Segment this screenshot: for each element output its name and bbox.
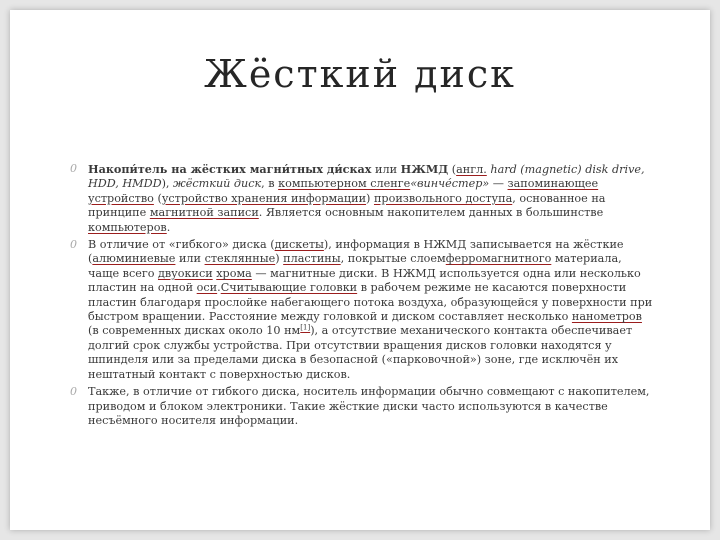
text-run: ( xyxy=(448,163,457,176)
text-run: материала, чаще всего xyxy=(88,252,622,280)
link-dioxide[interactable]: двуокиси xyxy=(157,266,213,280)
bullet-marker: 0 xyxy=(70,238,77,252)
link-random-access[interactable]: произвольного доступа xyxy=(373,191,513,205)
link-floppy[interactable]: дискеты xyxy=(274,238,324,252)
text-run: , покрытые слоем xyxy=(340,252,446,266)
term-bold: Накопи́тель на жёстких магни́тных ди́сках xyxy=(88,162,372,176)
footnote-ref[interactable]: [1] xyxy=(300,323,311,332)
text-run: ), информация в НЖМД записывается на жёсткие ( xyxy=(88,238,624,266)
link-glass[interactable]: стеклянные xyxy=(204,252,276,266)
text-run: или xyxy=(175,252,205,266)
bullet-list xyxy=(70,162,654,431)
link-magnetic-recording[interactable]: магнитной записи xyxy=(149,206,259,220)
link-storage[interactable]: запоминающее устройство xyxy=(88,177,599,205)
text-run: . Является основным накопителем данных в большинстве xyxy=(258,206,604,220)
text-run: — xyxy=(489,177,508,191)
text-run: , основанное на принципе xyxy=(88,191,606,220)
text-run: . xyxy=(217,281,221,295)
text-run: в рабочем режиме не касаются поверхности пластин благодаря прослойке набегающего потока воздуха, образующейся у поверхности при быстром вращении. Расстояние между головкой и диском составляет несколько xyxy=(88,281,653,324)
link-ferromagnetic[interactable]: ферромагнитного xyxy=(445,252,552,266)
link-aluminium[interactable]: алюминиевые xyxy=(92,252,176,266)
text-run: ) xyxy=(275,252,284,266)
english-name: hard (magnetic) disk drive, HDD, HMDD xyxy=(88,163,645,191)
text-run: ), а отсутствие механического контакта обеспечивает долгий срок службы устройства. При отсутствии вращения дисков головки находятся у шпинделя или за пределами диска в безопасной («парковочной») зоне, где исключён их нештатный контакт с поверхностью дисков. xyxy=(88,324,633,381)
slang-name: «винче́стер» xyxy=(410,177,490,191)
alt-name: жёсткий диск xyxy=(173,177,262,191)
text-run: , в xyxy=(261,177,279,191)
text-run: Также, в отличие от гибкого диска, носитель информации обычно совмещают с накопителем, приводом и блоком электроники. Такие жёсткие диски часто используются в качестве несъёмного носителя информации. xyxy=(88,385,650,427)
text-run: ( xyxy=(153,191,162,205)
bullet-item-integration xyxy=(70,385,654,428)
text-run: ) xyxy=(366,191,374,205)
link-computer-slang[interactable]: компьютерном сленге xyxy=(278,177,411,191)
bullet-item-definition xyxy=(70,162,654,235)
text-run: . xyxy=(166,220,171,234)
slide-title: Жёсткий диск xyxy=(204,52,516,96)
bullet-marker: 0 xyxy=(70,162,77,175)
text-run: (в современных дисках около 10 нм xyxy=(88,324,301,338)
text-run: ), xyxy=(161,177,174,191)
abbr-bold: НЖМД xyxy=(400,162,449,176)
link-chromium[interactable]: хрома xyxy=(216,266,252,280)
link-read-heads[interactable]: Считывающие головки xyxy=(220,281,358,295)
bullet-item-construction xyxy=(70,238,654,382)
bullet-marker: 0 xyxy=(70,385,77,399)
link-engl[interactable]: англ. xyxy=(456,163,487,176)
link-computers[interactable]: компьютеров xyxy=(88,220,167,234)
slide xyxy=(10,10,710,530)
text-run: В отличие от «гибкого» диска ( xyxy=(88,238,275,252)
link-nanometers[interactable]: нанометров xyxy=(571,310,642,324)
link-axis[interactable]: оси xyxy=(196,281,218,295)
link-plates[interactable]: пластины xyxy=(283,252,341,266)
text-run: или xyxy=(371,163,401,176)
link-storage-device[interactable]: устройство хранения информации xyxy=(161,191,367,205)
text-run: — магнитные диски. В НЖМД используется одна или несколько пластин на одной xyxy=(88,266,641,295)
